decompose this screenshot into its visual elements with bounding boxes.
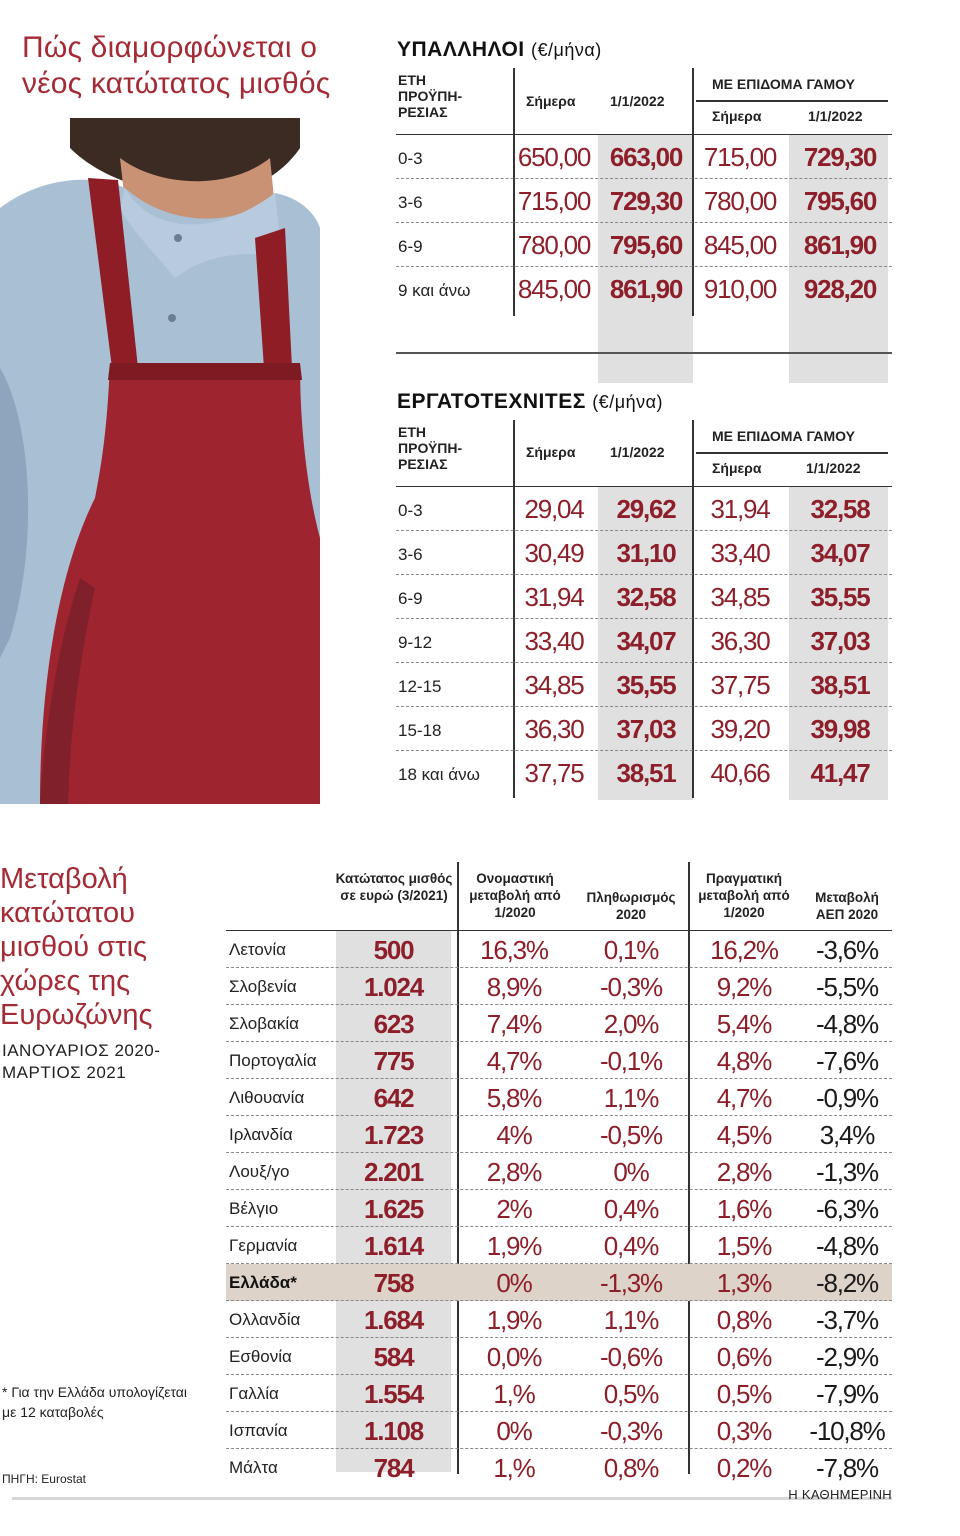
- value-marriage-today: 910,00: [703, 274, 777, 304]
- wage-value: 758: [373, 1268, 414, 1298]
- employees-title-text: ΥΠΑΛΛΗΛΟΙ: [397, 38, 525, 61]
- table-row: [396, 575, 892, 619]
- wage-value: 1.614: [363, 1231, 424, 1261]
- nominal-change: 0%: [496, 1416, 532, 1446]
- gdp-change: -3,7%: [816, 1305, 878, 1335]
- value-marriage-2022: 928,20: [803, 274, 877, 304]
- wage-value: 2.201: [363, 1157, 424, 1187]
- value-marriage-2022: 39,98: [810, 714, 870, 744]
- nominal-change: 0,0%: [486, 1342, 542, 1372]
- gdp-change: -2,9%: [816, 1342, 878, 1372]
- country-name: Ολλανδία: [229, 1310, 301, 1329]
- page-title: Πώς διαμορφώνεται ο νέος κατώτατος μισθός: [22, 31, 331, 100]
- table-row: [226, 931, 892, 968]
- years-label: 6-9: [398, 237, 423, 256]
- inflation-value: 0,4%: [603, 1194, 659, 1224]
- value-2022: 31,10: [616, 538, 676, 568]
- real-change: 1,3%: [716, 1268, 772, 1298]
- table-row: [226, 1153, 892, 1190]
- real-change: 0,5%: [716, 1379, 772, 1409]
- employees-header: [396, 68, 892, 135]
- table-row-highlighted: [226, 1264, 892, 1301]
- nominal-change: 1,9%: [486, 1231, 542, 1261]
- section-divider: [396, 352, 892, 354]
- value-today: 650,00: [517, 142, 591, 172]
- wage-value: 775: [373, 1046, 414, 1076]
- years-label: 3-6: [398, 193, 423, 212]
- footer-line: [12, 1497, 892, 1500]
- value-marriage-2022: 729,30: [803, 142, 877, 172]
- country-name: Ισπανία: [229, 1421, 288, 1440]
- value-2022: 795,60: [609, 230, 683, 260]
- workers-unit: (€/μήνα): [592, 392, 663, 412]
- real-change: 2,8%: [716, 1157, 772, 1187]
- table-row: [226, 1042, 892, 1079]
- value-marriage-today: 36,30: [710, 626, 770, 656]
- real-change: 4,8%: [716, 1046, 772, 1076]
- value-marriage-2022: 35,55: [810, 582, 870, 612]
- value-marriage-today: 715,00: [703, 142, 777, 172]
- workers-title-text: ΕΡΓΑΤΟΤΕΧΝΙΤΕΣ: [397, 390, 586, 413]
- gdp-change: -3,6%: [816, 935, 878, 965]
- country-name: Γερμανία: [229, 1236, 298, 1255]
- gdp-change: -7,9%: [816, 1379, 878, 1409]
- col-nominal: Ονομαστική μεταβολή από 1/2020: [469, 871, 561, 920]
- publisher-brand: Η ΚΑΘΗΜΕΡΙΝΗ: [788, 1487, 892, 1502]
- wage-value: 500: [373, 935, 414, 965]
- real-change: 1,6%: [716, 1194, 772, 1224]
- years-label: 15-18: [398, 721, 442, 740]
- real-change: 9,2%: [716, 972, 772, 1002]
- value-marriage-2022: 34,07: [810, 538, 870, 568]
- wage-value: 784: [373, 1453, 414, 1483]
- years-label: 12-15: [398, 677, 442, 696]
- table-row: [226, 968, 892, 1005]
- inflation-value: 0%: [613, 1157, 649, 1187]
- col-2022: 1/1/2022: [610, 444, 665, 460]
- table-row: [396, 267, 892, 310]
- nominal-change: 2,8%: [486, 1157, 542, 1187]
- table-row: [226, 1227, 892, 1264]
- gdp-change: -10,8%: [809, 1416, 885, 1446]
- col-real: Πραγματική μεταβολή από 1/2020: [698, 871, 790, 920]
- table-row: [396, 619, 892, 663]
- table-row: [396, 223, 892, 267]
- comparison-table: [226, 862, 892, 1485]
- employees-unit: (€/μήνα): [530, 40, 602, 60]
- country-name: Πορτογαλία: [229, 1051, 317, 1070]
- nominal-change: 8,9%: [486, 972, 542, 1002]
- country-name: Λετονία: [229, 940, 286, 959]
- source-credit: ΠΗΓΗ: Eurostat: [2, 1472, 86, 1486]
- inflation-value: 2,0%: [603, 1009, 659, 1039]
- value-2022: 861,90: [609, 274, 683, 304]
- country-name: Βέλγιο: [229, 1199, 279, 1218]
- inflation-value: -0,5%: [600, 1120, 662, 1150]
- value-marriage-today: 34,85: [710, 582, 770, 612]
- real-change: 16,2%: [710, 935, 778, 965]
- table-row: [396, 531, 892, 575]
- value-today: 37,75: [524, 758, 584, 788]
- col-today: Σήμερα: [526, 444, 576, 460]
- inflation-value: -0,6%: [600, 1342, 662, 1372]
- value-2022: 32,58: [616, 582, 676, 612]
- wage-value: 642: [373, 1083, 414, 1113]
- table-row: [396, 487, 892, 531]
- gdp-change: -7,8%: [816, 1453, 878, 1483]
- nominal-change: 5,8%: [486, 1083, 542, 1113]
- inflation-value: 0,4%: [603, 1231, 659, 1261]
- workers-title: [397, 390, 663, 414]
- country-name: Σλοβακία: [229, 1014, 299, 1033]
- country-name: Εσθονία: [229, 1347, 292, 1366]
- nominal-change: 4%: [496, 1120, 532, 1150]
- nominal-change: 1,%: [493, 1379, 535, 1409]
- nominal-change: 2%: [496, 1194, 532, 1224]
- table-row: [226, 1338, 892, 1375]
- value-marriage-2022: 861,90: [803, 230, 877, 260]
- country-name: Γαλλία: [229, 1384, 279, 1403]
- value-marriage-today: 780,00: [703, 186, 777, 216]
- col-marriage-today: Σήμερα: [712, 460, 762, 476]
- inflation-value: 0,8%: [603, 1453, 659, 1483]
- nominal-change: 0%: [496, 1268, 532, 1298]
- years-label: 6-9: [398, 589, 423, 608]
- country-name: Λιθουανία: [229, 1088, 305, 1107]
- value-2022: 663,00: [609, 142, 683, 172]
- comparison-subtitle: ΙΑΝΟΥΑΡΙΟΣ 2020- ΜΑΡΤΙΟΣ 2021: [2, 1041, 161, 1082]
- table-row: [226, 1412, 892, 1449]
- gdp-change: -6,3%: [816, 1194, 878, 1224]
- table-row: [396, 707, 892, 751]
- real-change: 4,7%: [716, 1083, 772, 1113]
- gdp-change: 3,4%: [819, 1120, 875, 1150]
- value-today: 33,40: [524, 626, 584, 656]
- col-marriage: ΜΕ ΕΠΙΔΟΜΑ ΓΑΜΟΥ: [712, 76, 855, 92]
- real-change: 5,4%: [716, 1009, 772, 1039]
- value-2022: 34,07: [616, 626, 676, 656]
- apron-illustration: [0, 118, 320, 804]
- wage-value: 623: [373, 1009, 414, 1039]
- col-2022: 1/1/2022: [610, 93, 665, 109]
- real-change: 1,5%: [716, 1231, 772, 1261]
- employees-table: [396, 68, 892, 310]
- value-today: 780,00: [517, 230, 591, 260]
- employees-title: [397, 38, 602, 62]
- table-row: [396, 751, 892, 794]
- table-row: [226, 1301, 892, 1338]
- inflation-value: -0,3%: [600, 972, 662, 1002]
- col-wage: Κατώτατος μισθός σε ευρώ (3/2021): [335, 871, 453, 903]
- value-marriage-2022: 32,58: [810, 494, 870, 524]
- table-row: [226, 1079, 892, 1116]
- value-today: 31,94: [524, 582, 584, 612]
- wage-value: 1.554: [363, 1379, 424, 1409]
- years-label: 9-12: [398, 633, 433, 652]
- table-row: [226, 1190, 892, 1227]
- value-2022: 29,62: [616, 494, 676, 524]
- value-marriage-2022: 37,03: [810, 626, 870, 656]
- value-marriage-today: 33,40: [710, 538, 770, 568]
- inflation-value: -1,3%: [600, 1268, 662, 1298]
- table-row: [396, 135, 892, 179]
- value-marriage-2022: 41,47: [810, 758, 870, 788]
- country-name: Σλοβενία: [229, 977, 297, 996]
- inflation-value: -0,1%: [600, 1046, 662, 1076]
- col-today: Σήμερα: [526, 93, 576, 109]
- real-change: 0,6%: [716, 1342, 772, 1372]
- wage-value: 1.684: [363, 1305, 424, 1335]
- value-marriage-2022: 38,51: [810, 670, 870, 700]
- value-2022: 38,51: [616, 758, 676, 788]
- workers-header: [396, 420, 892, 487]
- real-change: 0,3%: [716, 1416, 772, 1446]
- col-marriage-today: Σήμερα: [712, 108, 762, 124]
- col-gdp: Μεταβολή ΑΕΠ 2020: [815, 890, 879, 922]
- workers-table: [396, 420, 892, 794]
- table-row: [396, 663, 892, 707]
- nominal-change: 1,%: [493, 1453, 535, 1483]
- nominal-change: 16,3%: [480, 935, 548, 965]
- value-today: 36,30: [524, 714, 584, 744]
- value-today: 34,85: [524, 670, 584, 700]
- value-2022: 729,30: [609, 186, 683, 216]
- value-today: 715,00: [517, 186, 591, 216]
- value-marriage-today: 37,75: [710, 670, 770, 700]
- value-today: 845,00: [517, 274, 591, 304]
- value-today: 30,49: [524, 538, 584, 568]
- country-name: Μάλτα: [229, 1458, 278, 1477]
- country-name: Λουξ/γο: [229, 1162, 290, 1181]
- inflation-value: -0,3%: [600, 1416, 662, 1446]
- real-change: 0,2%: [716, 1453, 772, 1483]
- years-label: 0-3: [398, 149, 423, 168]
- table-row: [226, 1449, 892, 1485]
- real-change: 4,5%: [716, 1120, 772, 1150]
- value-2022: 37,03: [616, 714, 676, 744]
- comparison-title: Μεταβολή κατώτατου μισθού στις χώρες της Ευρωζώνης: [0, 863, 153, 1031]
- col-marriage: ΜΕ ΕΠΙΔΟΜΑ ΓΑΜΟΥ: [712, 428, 855, 444]
- wage-value: 1.723: [363, 1120, 424, 1150]
- years-label: 18 και άνω: [398, 765, 480, 784]
- apron-photo-icon: [0, 118, 320, 804]
- value-marriage-today: 31,94: [710, 494, 770, 524]
- inflation-value: 0,5%: [603, 1379, 659, 1409]
- nominal-change: 1,9%: [486, 1305, 542, 1335]
- col-marriage-2022: 1/1/2022: [806, 460, 861, 476]
- wage-value: 1.024: [363, 972, 424, 1002]
- value-marriage-today: 40,66: [710, 758, 770, 788]
- inflation-value: 1,1%: [603, 1305, 659, 1335]
- gdp-change: -4,8%: [816, 1231, 878, 1261]
- wage-value: 1.625: [363, 1194, 424, 1224]
- wage-value: 584: [373, 1342, 414, 1372]
- years-label: 0-3: [398, 501, 423, 520]
- value-today: 29,04: [524, 494, 584, 524]
- gdp-change: -5,5%: [816, 972, 878, 1002]
- comparison-header: [226, 862, 892, 931]
- wage-value: 1.108: [363, 1416, 424, 1446]
- col-years: ΕΤΗ ΠΡΟΫΠΗ- ΡΕΣΙΑΣ: [398, 424, 463, 472]
- col-inflation: Πληθωρισμός 2020: [586, 890, 676, 922]
- country-name: Ελλάδα*: [229, 1273, 297, 1292]
- value-2022: 35,55: [616, 670, 676, 700]
- table-row: [226, 1375, 892, 1412]
- nominal-change: 4,7%: [486, 1046, 542, 1076]
- country-name: Ιρλανδία: [229, 1125, 293, 1144]
- table-row: [226, 1116, 892, 1153]
- gdp-change: -4,8%: [816, 1009, 878, 1039]
- gdp-change: -0,9%: [816, 1083, 878, 1113]
- value-marriage-today: 39,20: [710, 714, 770, 744]
- value-marriage-2022: 795,60: [803, 186, 877, 216]
- value-marriage-today: 845,00: [703, 230, 777, 260]
- footnote: * Για την Ελλάδα υπολογίζεται με 12 καταβολές: [2, 1384, 188, 1420]
- real-change: 0,8%: [716, 1305, 772, 1335]
- nominal-change: 7,4%: [486, 1009, 542, 1039]
- years-label: 3-6: [398, 545, 423, 564]
- years-label: 9 και άνω: [398, 281, 471, 300]
- table-row: [396, 179, 892, 223]
- inflation-value: 1,1%: [603, 1083, 659, 1113]
- col-years: ΕΤΗ ΠΡΟΫΠΗ- ΡΕΣΙΑΣ: [398, 72, 463, 120]
- gdp-change: -7,6%: [816, 1046, 878, 1076]
- table-row: [226, 1005, 892, 1042]
- gdp-change: -1,3%: [816, 1157, 878, 1187]
- inflation-value: 0,1%: [603, 935, 659, 965]
- col-marriage-2022: 1/1/2022: [808, 108, 863, 124]
- gdp-change: -8,2%: [816, 1268, 878, 1298]
